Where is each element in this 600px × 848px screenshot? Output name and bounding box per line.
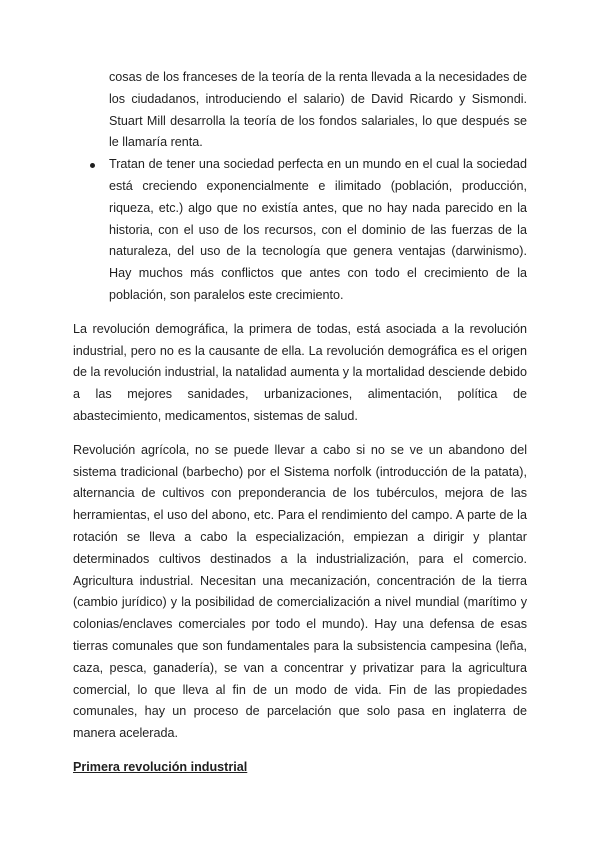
paragraph-demografica: La revolución demográfica, la primera de todas, está asociada a la revolución industrial, pero no es la causante de ella. La revolución demográfica es el origen de la revolución industrial, la natalidad aumenta y la mortalidad desciende debido a las mejores sanidades, urbanizaciones, alimentación, política de abastecimiento, medicamentos, sistemas de salud. <box>73 321 527 423</box>
document-body <box>73 67 527 791</box>
bullet-dot-icon <box>90 163 95 168</box>
list-item-continuation <box>109 67 527 154</box>
section-heading: Primera revolución industrial <box>73 759 248 774</box>
bullet-text: Tratan de tener una sociedad perfecta en un mundo en el cual la sociedad está creciendo exponencialmente e ilimitado (población, producción, riqueza, etc.) algo que no existía antes, que no hay nada parecido en la historia, con el uso de los recursos, con el dominio de las fuerzas de la naturaleza, del uso de la tecnología que genera ventajas (darwinismo). Hay muchos más conflictos que antes con todo el crecimiento de la población, son paralelos este crecimiento. <box>109 157 527 302</box>
continuation-text: cosas de los franceses de la teoría de la renta llevada a la necesidades de los ciudadanos, introduciendo el salario) de David Ricardo y Sismondi. Stuart Mill desarrolla la teoría de los fondos salariales, lo que después se le llamaría renta. <box>109 70 527 150</box>
paragraph-agricola: Revolución agrícola, no se puede llevar a cabo si no se ve un abandono del sistema tradicional (barbecho) por el Sistema norfolk (introducción de la patata), alternancia de cultivos con preponderancia de los tubérculos, mejora de las herramientas, el uso del abono, etc. Para el rendimiento del campo. A parte de la rotación se lleva a cabo la especialización, empiezan a dirigir y plantar determinados cultivos destinados a la industrialización, para el comercio. Agricultura industrial. Necesitan una mecanización, concentración de la tierra (cambio jurídico) y la posibilidad de comercialización a nivel mundial (marítimo y colonias/enclaves comerciales por todo el mundo). Hay una defensa de esas tierras comunales que son fundamentales para la subsistencia campesina (leña, caza, pesca, ganadería), se van a concentrar y privatizar para la agricultura comercial, lo que lleva al fin de un modo de vida. Fin de las propiedades comunales, hay un proceso de parcelación que solo pasa en inglaterra de manera acelerada. <box>73 442 527 741</box>
bullet-list <box>73 67 527 307</box>
list-item <box>109 154 527 307</box>
